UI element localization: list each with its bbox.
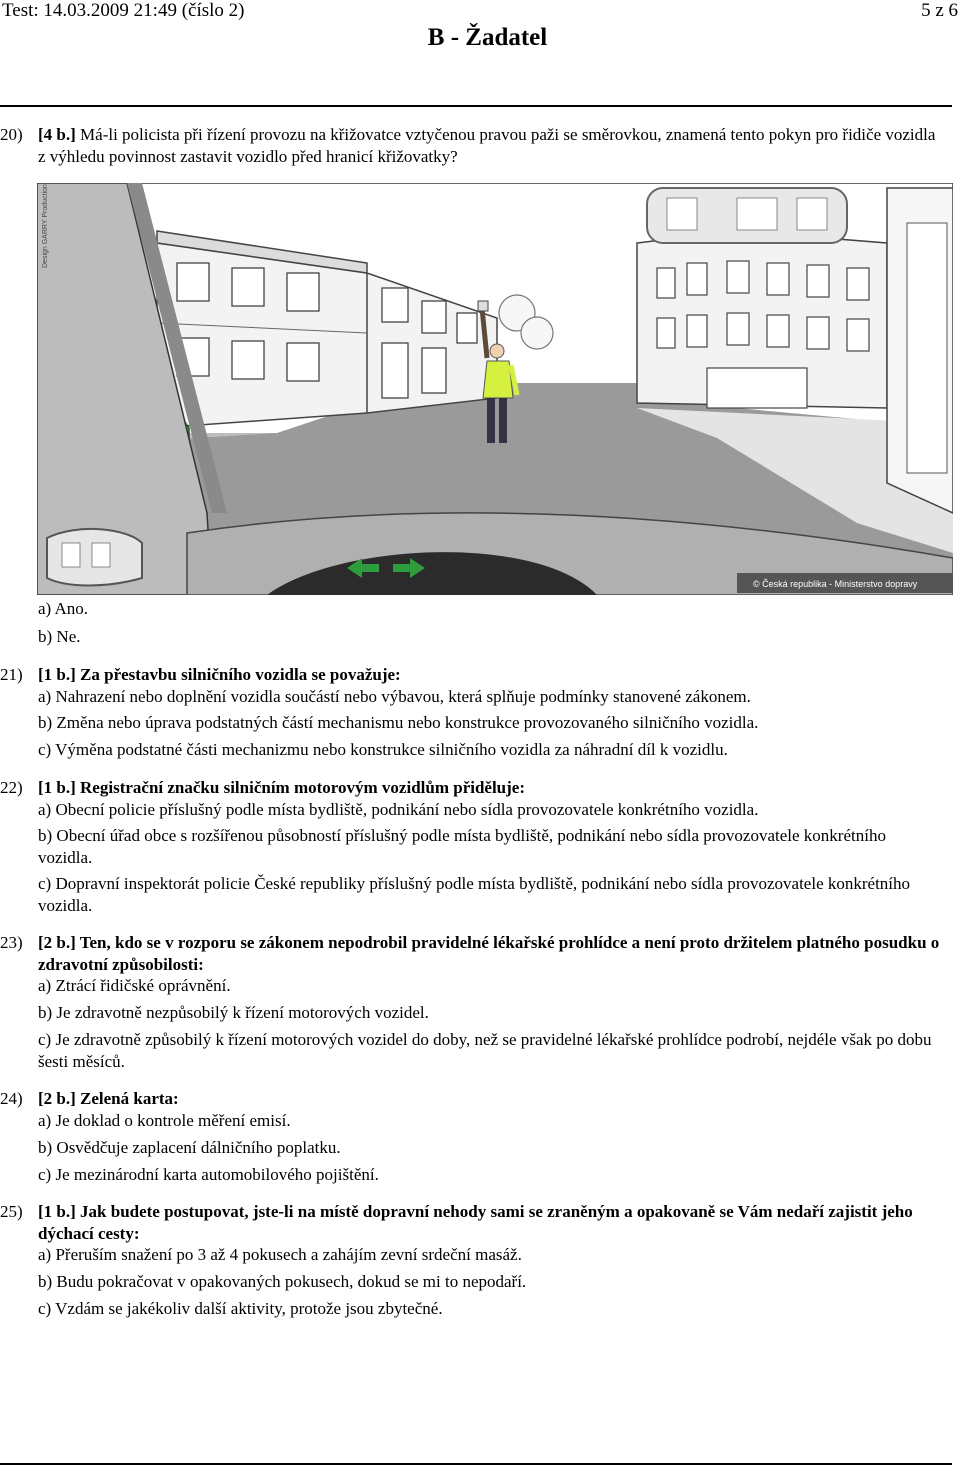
question-text: Jak budete postupovat, jste-li na místě dopravní nehody sami se zraněným a opakovaně se Vám nedaří zajistit jeho dýchací cesty:	[38, 1202, 913, 1243]
question-20	[0, 124, 945, 168]
question-points: [2 b.]	[38, 933, 76, 952]
header-divider	[0, 105, 952, 107]
option-25-b: b) Budu pokračovat v opakovaných pokusech, dokud se mi to nepodaří.	[38, 1272, 527, 1291]
footer-divider	[0, 1463, 952, 1465]
option-24-a: a) Je doklad o kontrole měření emisí.	[38, 1111, 291, 1130]
option-21-a: a) Nahrazení nebo doplnění vozidla součástí nebo výbavou, která splňuje podmínky stanovené zákonem.	[38, 687, 751, 706]
question-text: Zelená karta:	[80, 1089, 179, 1108]
option-25-c: c) Vzdám se jakékoliv další aktivity, protože jsou zbytečné.	[38, 1299, 443, 1318]
design-credit: Design GARRY Production	[42, 184, 49, 268]
question-number: 21)	[0, 665, 23, 684]
option-23-b: b) Je zdravotně nezpůsobilý k řízení motorových vozidel.	[38, 1003, 429, 1022]
question-number: 23)	[0, 933, 23, 952]
question-25	[0, 1201, 945, 1245]
question-24	[0, 1088, 945, 1110]
question-text: Má-li policista při řízení provozu na křižovatce vztyčenou pravou paži se směrovkou, znamená tento pokyn pro řidiče vozidla z výhledu povinnost zastavit vozidlo před hranicí křižovatky?	[38, 125, 936, 166]
option-22-b: b) Obecní úřad obce s rozšířenou působností příslušný podle místa bydliště, podnikání nebo sídla provozovatele konkrétního vozidla.	[38, 826, 886, 867]
question-points: [1 b.]	[38, 778, 76, 797]
question-text: Ten, kdo se v rozporu se zákonem nepodrobil pravidelné lékařské prohlídce a není proto držitelem platného posudku o zdravotní způsobilosti:	[38, 933, 940, 974]
question-points: [4 b.]	[38, 125, 76, 144]
question-23	[0, 932, 945, 976]
option-24-c: c) Je mezinárodní karta automobilového pojištění.	[38, 1165, 379, 1184]
copyright-notice: © Česká republika - Ministerstvo dopravy	[753, 579, 918, 589]
option-25-a: a) Přeruším snažení po 3 až 4 pokusech a zahájím zevní srdeční masáž.	[38, 1245, 522, 1264]
question-points: [1 b.]	[38, 1202, 76, 1221]
question-22	[0, 777, 945, 799]
question-21	[0, 664, 945, 686]
page-title: B - Žadatel	[427, 24, 548, 51]
option-23-a: a) Ztrácí řidičské oprávnění.	[38, 976, 231, 995]
question-number: 24)	[0, 1089, 23, 1108]
traffic-scene-illustration	[37, 183, 953, 595]
question-number: 20)	[0, 125, 23, 144]
option-22-c: c) Dopravní inspektorát policie České republiky příslušný podle místa bydliště, podnikání nebo sídla provozovatele konkrétního vozidla.	[38, 874, 911, 915]
page-number: 5 z 6	[921, 0, 958, 21]
page-header-test-info: Test: 14.03.2009 21:49 (číslo 2)	[2, 0, 245, 21]
question-text: Registrační značku silničním motorovým vozidlům přiděluje:	[80, 778, 526, 797]
option-20-b: b) Ne.	[38, 627, 81, 646]
option-24-b: b) Osvědčuje zaplacení dálničního poplatku.	[38, 1138, 341, 1157]
question-text: Za přestavbu silničního vozidla se považuje:	[80, 665, 401, 684]
option-22-a: a) Obecní policie příslušný podle místa bydliště, podnikání nebo sídla provozovatele konkrétního vozidla.	[38, 800, 759, 819]
option-20-a: a) Ano.	[38, 599, 89, 618]
question-number: 22)	[0, 778, 23, 797]
option-21-c: c) Výměna podstatné části mechanizmu nebo konstrukce silničního vozidla za náhradní díl k vozidlu.	[38, 740, 728, 759]
question-points: [1 b.]	[38, 665, 76, 684]
question-points: [2 b.]	[38, 1089, 76, 1108]
option-21-b: b) Změna nebo úprava podstatných částí mechanismu nebo konstrukce provozovaného silničního vozidla.	[38, 713, 759, 732]
question-number: 25)	[0, 1202, 23, 1221]
option-23-c: c) Je zdravotně způsobilý k řízení motorových vozidel do doby, než se pravidelné lékařské prohlídce podrobí, nejdéle však po dobu šesti měsíců.	[38, 1030, 932, 1071]
